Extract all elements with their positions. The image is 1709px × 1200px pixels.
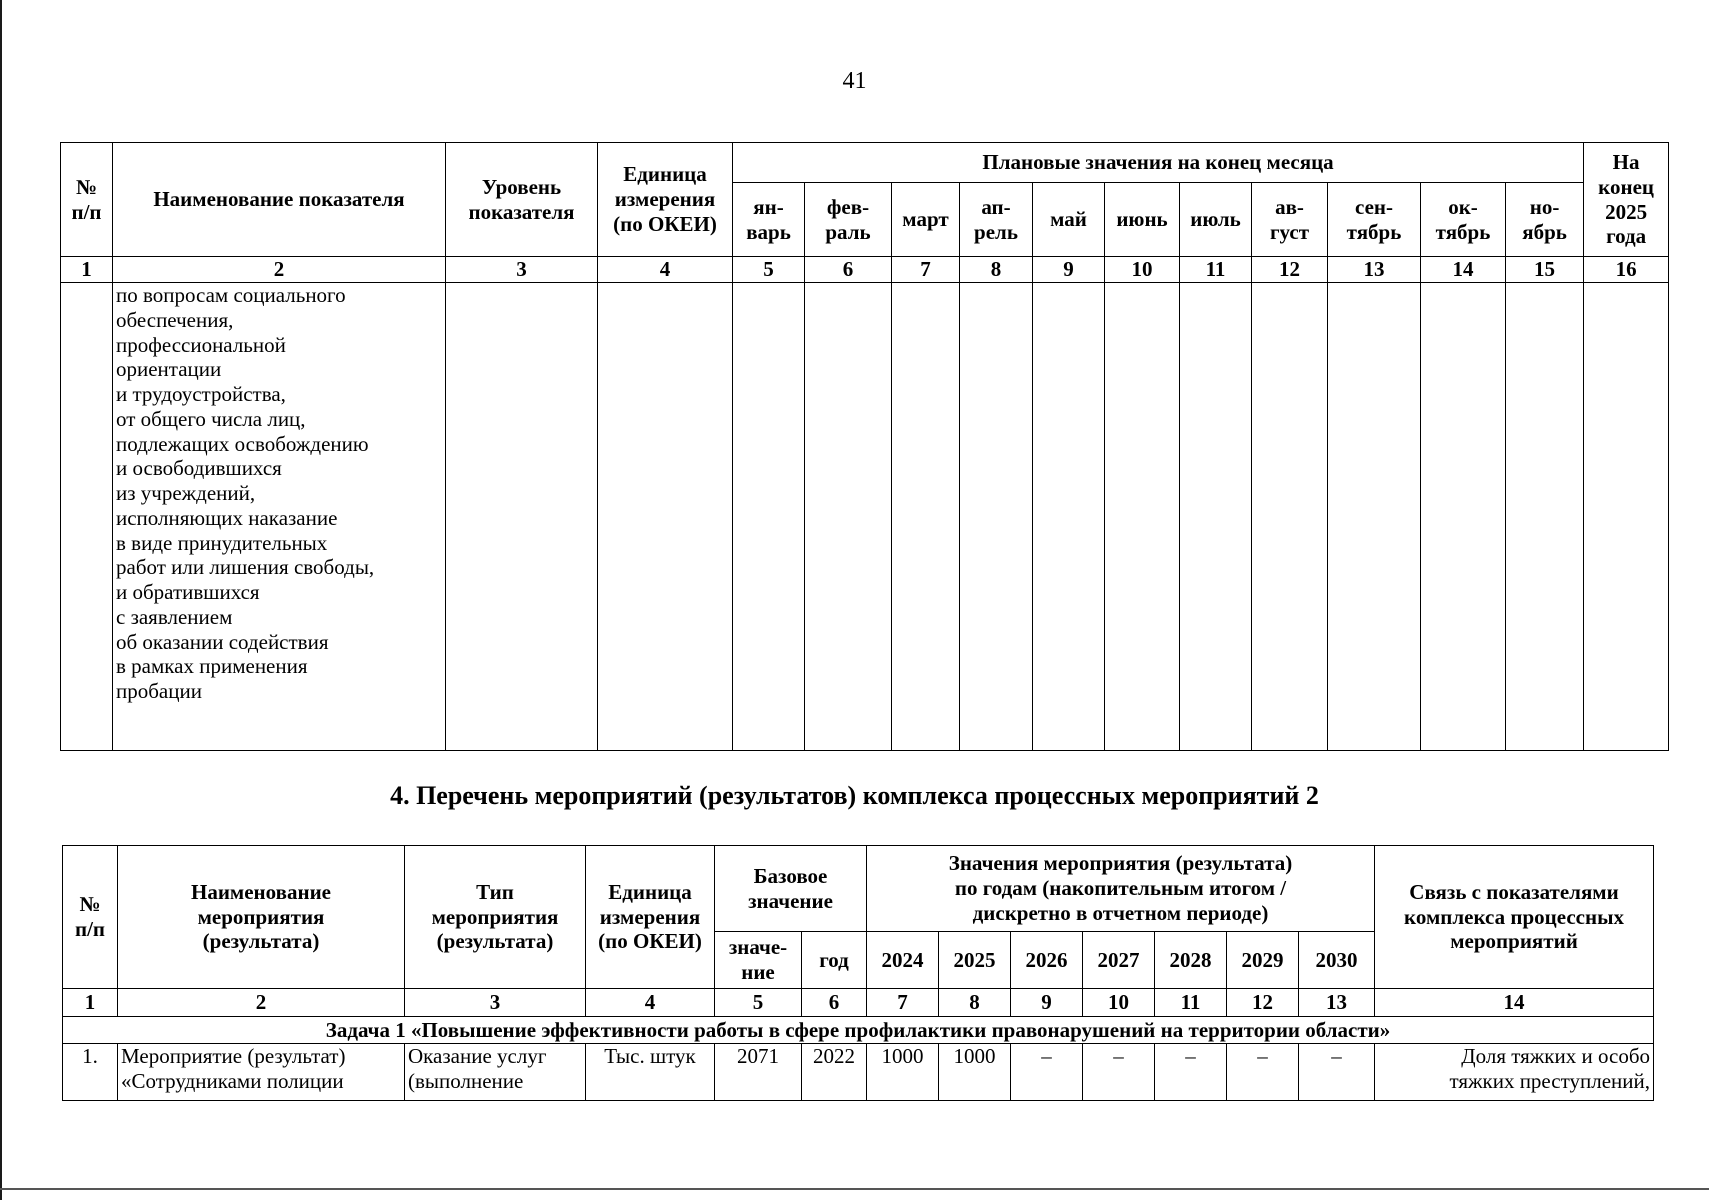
column-number: 9 [1033, 257, 1105, 283]
header-indicator-link: Связь с показателями комплекса процессных мероприятий [1375, 846, 1654, 989]
header-month: ок- тябрь [1421, 183, 1506, 257]
year-value: – [1011, 1044, 1083, 1101]
empty-cell [1421, 283, 1506, 751]
activity-name: Мероприятие (результат) «Сотрудниками полиции [118, 1044, 405, 1101]
table-row [61, 283, 1669, 751]
empty-cell [1033, 283, 1105, 751]
indicators-table [60, 142, 1669, 751]
column-number: 4 [598, 257, 733, 283]
empty-cell [733, 283, 805, 751]
column-number: 10 [1105, 257, 1180, 283]
empty-cell [1584, 283, 1669, 751]
column-number: 6 [805, 257, 892, 283]
column-number: 1 [63, 989, 118, 1017]
column-number: 3 [405, 989, 586, 1017]
empty-cell [1328, 283, 1421, 751]
header-month: ав- густ [1252, 183, 1328, 257]
header-month: фев- раль [805, 183, 892, 257]
header-unit: Единица измерения (по ОКЕИ) [586, 846, 715, 989]
column-number: 3 [446, 257, 598, 283]
header-month: июль [1180, 183, 1252, 257]
column-number: 15 [1506, 257, 1584, 283]
year-value: – [1083, 1044, 1155, 1101]
header-base-value: Базовое значение [715, 846, 867, 932]
row-number: 1. [63, 1044, 118, 1101]
column-number: 7 [867, 989, 939, 1017]
header-year: 2029 [1227, 932, 1299, 989]
header-year: 2027 [1083, 932, 1155, 989]
header-base-value-value: значе- ние [715, 932, 802, 989]
column-number-row [61, 257, 1669, 283]
header-unit: Единица измерения (по ОКЕИ) [598, 143, 733, 257]
column-number: 14 [1421, 257, 1506, 283]
year-value: – [1299, 1044, 1375, 1101]
year-value: – [1155, 1044, 1227, 1101]
column-number: 2 [118, 989, 405, 1017]
header-indicator-level: Уровень показателя [446, 143, 598, 257]
header-month: ян- варь [733, 183, 805, 257]
column-number: 12 [1252, 257, 1328, 283]
indicator-link: Доля тяжких и особо тяжких преступлений, [1375, 1044, 1654, 1101]
column-number: 9 [1011, 989, 1083, 1017]
column-number: 12 [1227, 989, 1299, 1017]
column-number: 8 [960, 257, 1033, 283]
column-number: 13 [1328, 257, 1421, 283]
section-title: 4. Перечень мероприятий (результатов) комплекса процессных мероприятий 2 [390, 781, 1319, 810]
empty-cell [1105, 283, 1180, 751]
header-number: № п/п [61, 143, 113, 257]
empty-cell [892, 283, 960, 751]
header-plan-values: Плановые значения на конец месяца [733, 143, 1584, 183]
empty-cell [1180, 283, 1252, 751]
header-year: 2030 [1299, 932, 1375, 989]
header-number: № п/п [63, 846, 118, 989]
row-number-cell [61, 283, 113, 751]
year-value: 1000 [867, 1044, 939, 1101]
column-number: 4 [586, 989, 715, 1017]
column-number: 1 [61, 257, 113, 283]
column-number: 5 [733, 257, 805, 283]
header-month: но- ябрь [1506, 183, 1584, 257]
header-year: 2026 [1011, 932, 1083, 989]
column-number: 7 [892, 257, 960, 283]
column-number: 13 [1299, 989, 1375, 1017]
table-row [63, 1044, 1654, 1101]
header-month: март [892, 183, 960, 257]
base-year: 2022 [802, 1044, 867, 1101]
column-number: 10 [1083, 989, 1155, 1017]
page-number: 41 [842, 68, 867, 94]
column-number: 5 [715, 989, 802, 1017]
indicator-name-cell: по вопросам социального обеспечения, профессиональной ориентации и трудоустройства, от общего числа лиц, подлежащих освобождению и освободившихся из учреждений, исполняющих наказание в виде принудительных работ или лишения свободы, и обратившихся с заявлением об оказании содействия в рамках применения пробации [113, 283, 446, 751]
column-number: 11 [1155, 989, 1227, 1017]
column-number: 6 [802, 989, 867, 1017]
column-number-row [63, 989, 1654, 1017]
header-year: 2024 [867, 932, 939, 989]
header-month: июнь [1105, 183, 1180, 257]
header-indicator-name: Наименование показателя [113, 143, 446, 257]
scan-left-edge [0, 0, 2, 1200]
column-number: 14 [1375, 989, 1654, 1017]
header-year: 2028 [1155, 932, 1227, 989]
header-yearly-values: Значения мероприятия (результата) по годам (накопительным итогом / дискретно в отчетном периоде) [867, 846, 1375, 932]
task-row [63, 1017, 1654, 1044]
column-number: 2 [113, 257, 446, 283]
column-number: 11 [1180, 257, 1252, 283]
column-number: 16 [1584, 257, 1669, 283]
header-year: 2025 [939, 932, 1011, 989]
year-value: 1000 [939, 1044, 1011, 1101]
year-value: – [1227, 1044, 1299, 1101]
activity-type: Оказание услуг (выполнение [405, 1044, 586, 1101]
header-month: май [1033, 183, 1105, 257]
empty-cell [1506, 283, 1584, 751]
header-month: сен- тябрь [1328, 183, 1421, 257]
header-base-value-year: год [802, 932, 867, 989]
empty-cell [598, 283, 733, 751]
header-activity-type: Тип мероприятия (результата) [405, 846, 586, 989]
unit: Тыс. штук [586, 1044, 715, 1101]
scan-bottom-edge [0, 1188, 1709, 1190]
empty-cell [805, 283, 892, 751]
header-month: ап- рель [960, 183, 1033, 257]
column-number: 8 [939, 989, 1011, 1017]
empty-cell [446, 283, 598, 751]
header-end-of-year: На конец 2025 года [1584, 143, 1669, 257]
activities-table [62, 845, 1654, 1101]
base-value: 2071 [715, 1044, 802, 1101]
header-activity-name: Наименование мероприятия (результата) [118, 846, 405, 989]
task-heading: Задача 1 «Повышение эффективности работы в сфере профилактики правонарушений на территории области» [63, 1017, 1654, 1044]
empty-cell [1252, 283, 1328, 751]
empty-cell [960, 283, 1033, 751]
